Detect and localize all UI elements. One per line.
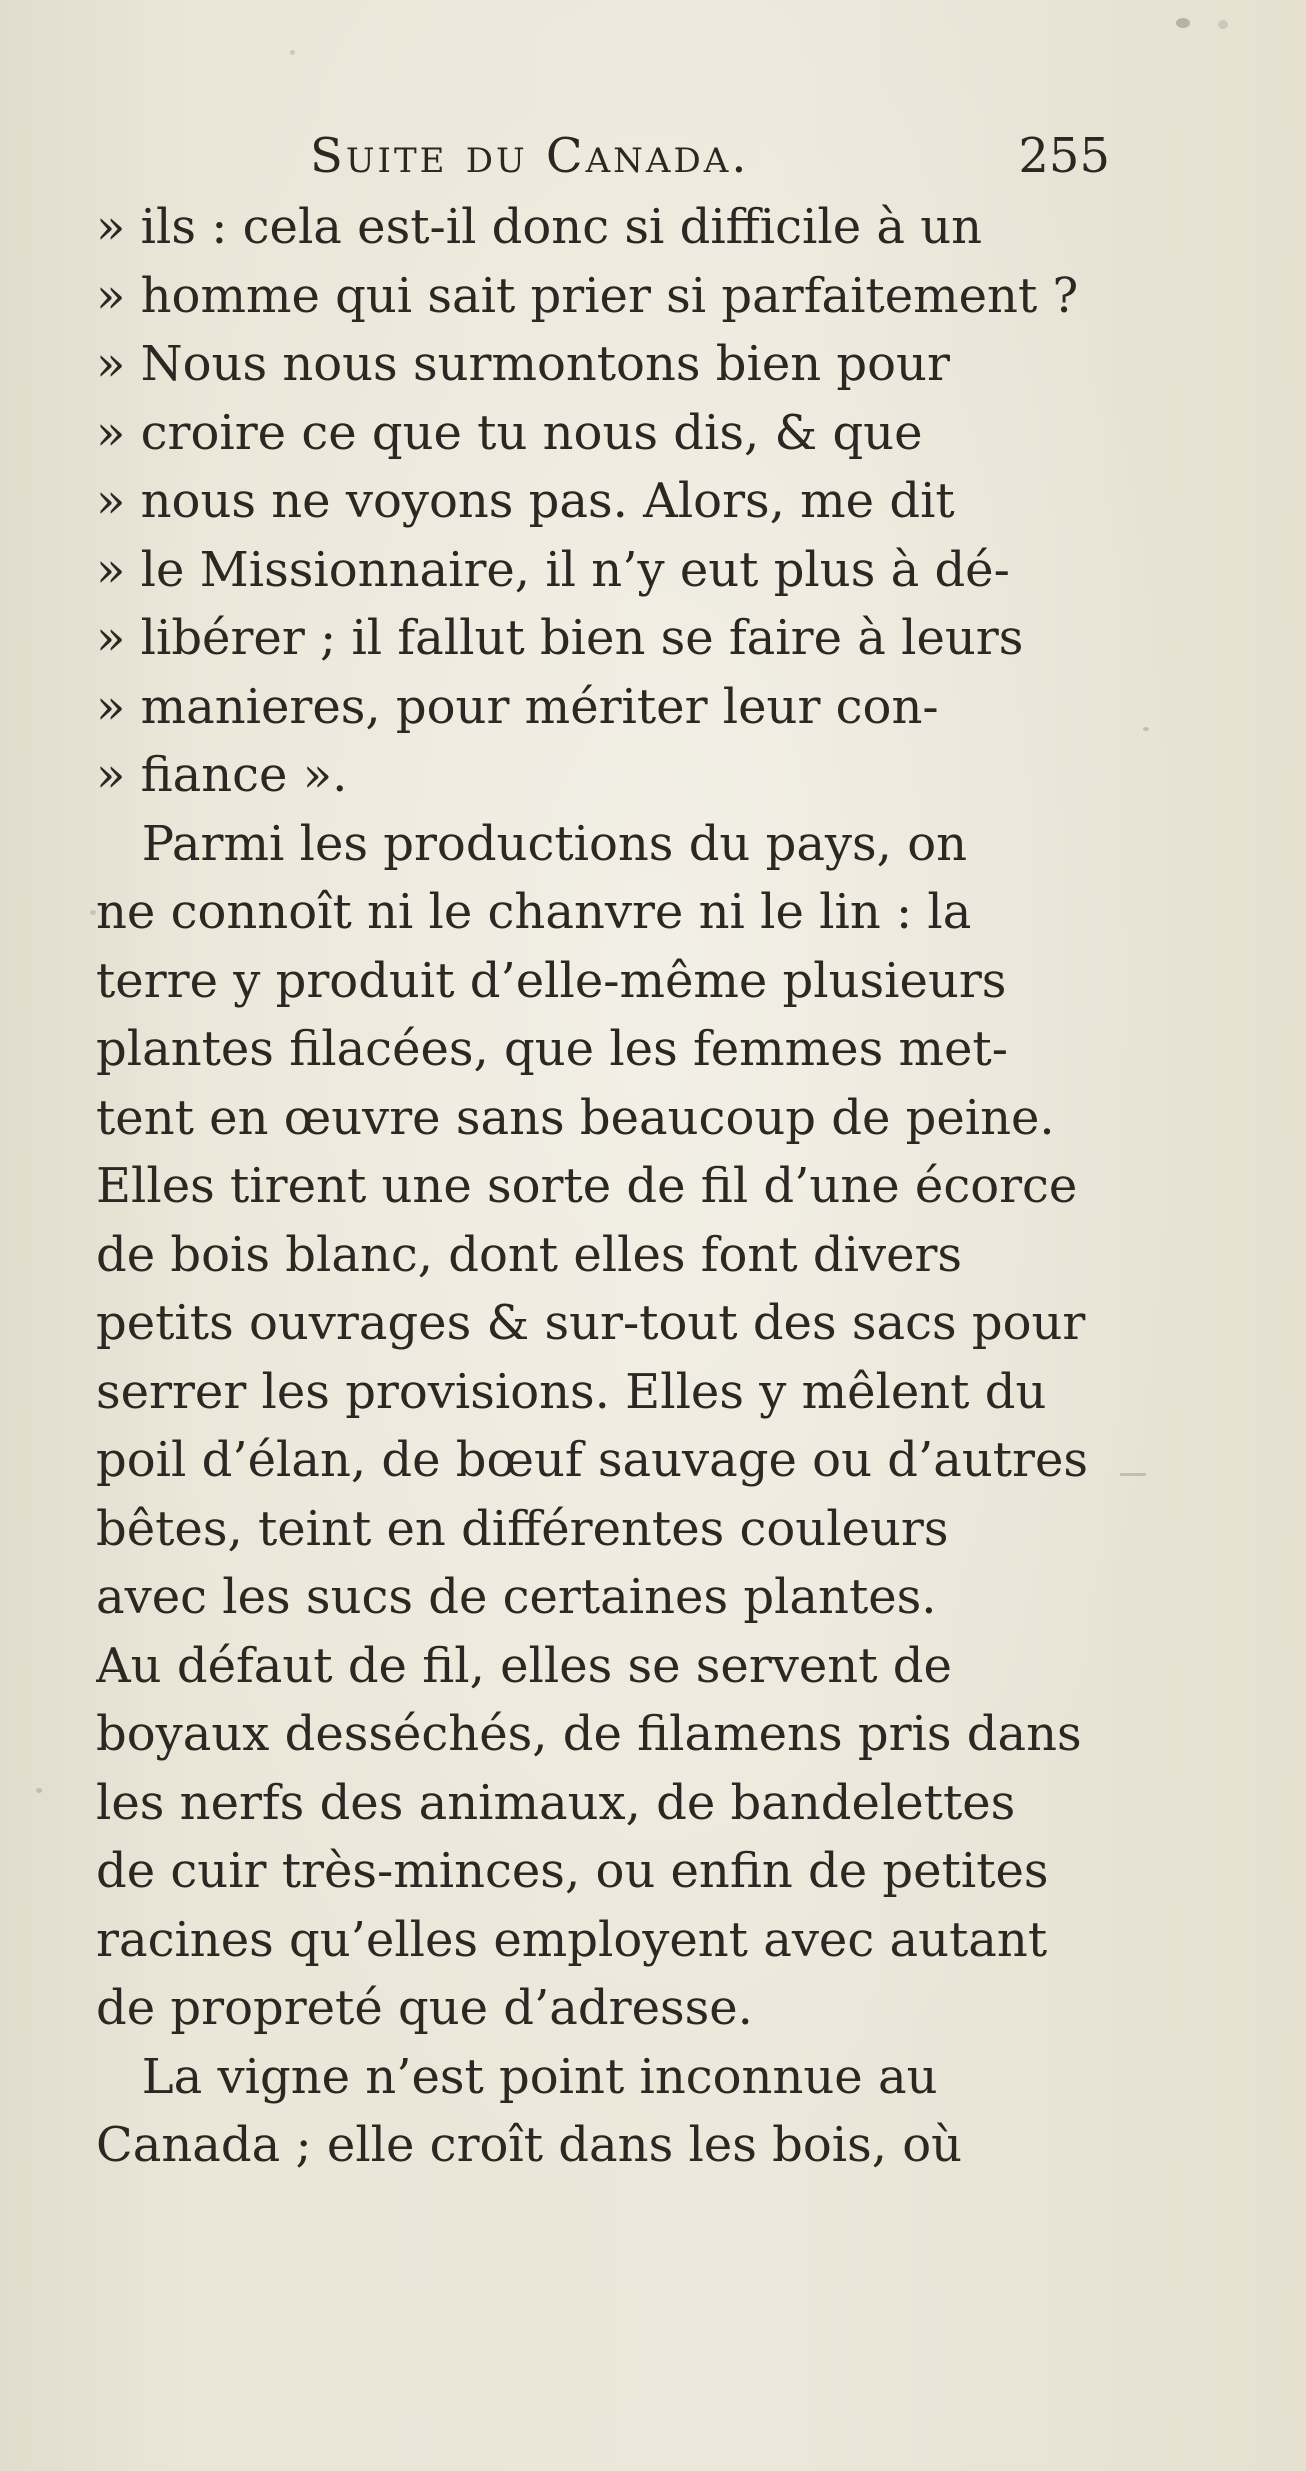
paper-speck [290,50,295,55]
text-line: » libérer ; il fallut bien se faire à leurs [96,610,1024,666]
text-line: La vigne n’est point inconnue au [96,2048,938,2105]
text-line: » nous ne voyons pas. Alors, me dit [96,473,955,529]
text-line: tent en œuvre sans beaucoup de peine. [96,1089,1055,1146]
text-line: Canada ; elle croît dans les bois, où [96,2117,963,2173]
running-head: Suite du Canada. [310,128,750,184]
text-line: » fiance ». [96,747,348,803]
page-number: 255 [1018,128,1110,184]
text-line: racines qu’elles employent avec autant [96,1911,1048,1968]
text-line: plantes filacées, que les femmes met- [96,1021,1008,1077]
text-line: boyaux desséchés, de filamens pris dans [96,1706,1082,1762]
text-line: les nerfs des animaux, de bandelettes [96,1774,1016,1831]
text-line: poil d’élan, de bœuf sauvage ou d’autres [96,1432,1089,1488]
text-line: petits ouvrages & sur-tout des sacs pour [96,1295,1086,1351]
text-line: de propreté que d’adresse. [96,1980,753,2036]
body-text [96,193,1106,2180]
text-line: bêtes, teint en différentes couleurs [96,1500,949,1557]
paper-speck [1218,20,1228,29]
paper-speck [1120,1473,1146,1476]
text-line: terre y produit d’elle-même plusieurs [96,952,1007,1009]
text-line: » ils : cela est-il donc si difficile à un [96,199,983,255]
text-line: » le Missionnaire, il n’y eut plus à dé- [96,541,1010,598]
text-line: » homme qui sait prier si parfaitement ? [96,267,1079,324]
text-line: ne connoît ni le chanvre ni le lin : la [96,884,972,940]
paper-speck [1143,727,1149,731]
text-line: de bois blanc, dont elles font divers [96,1226,963,1283]
paper-speck [36,1788,42,1793]
text-line: Parmi les productions du pays, on [96,815,968,872]
text-line: » croire ce que tu nous dis, & que [96,404,923,461]
text-line: » Nous nous surmontons bien pour [96,336,950,392]
text-line: serrer les provisions. Elles y mêlent du [96,1363,1047,1420]
text-line: Elles tirent une sorte de fil d’une écorce [96,1158,1078,1214]
text-line: Au défaut de fil, elles se servent de [96,1637,952,1694]
text-line: de cuir très-minces, ou enfin de petites [96,1843,1049,1899]
page-header [310,128,1110,198]
text-line: avec les sucs de certaines plantes. [96,1569,937,1625]
paper-speck [1176,18,1190,28]
text-line: » manieres, pour mériter leur con- [96,678,939,735]
